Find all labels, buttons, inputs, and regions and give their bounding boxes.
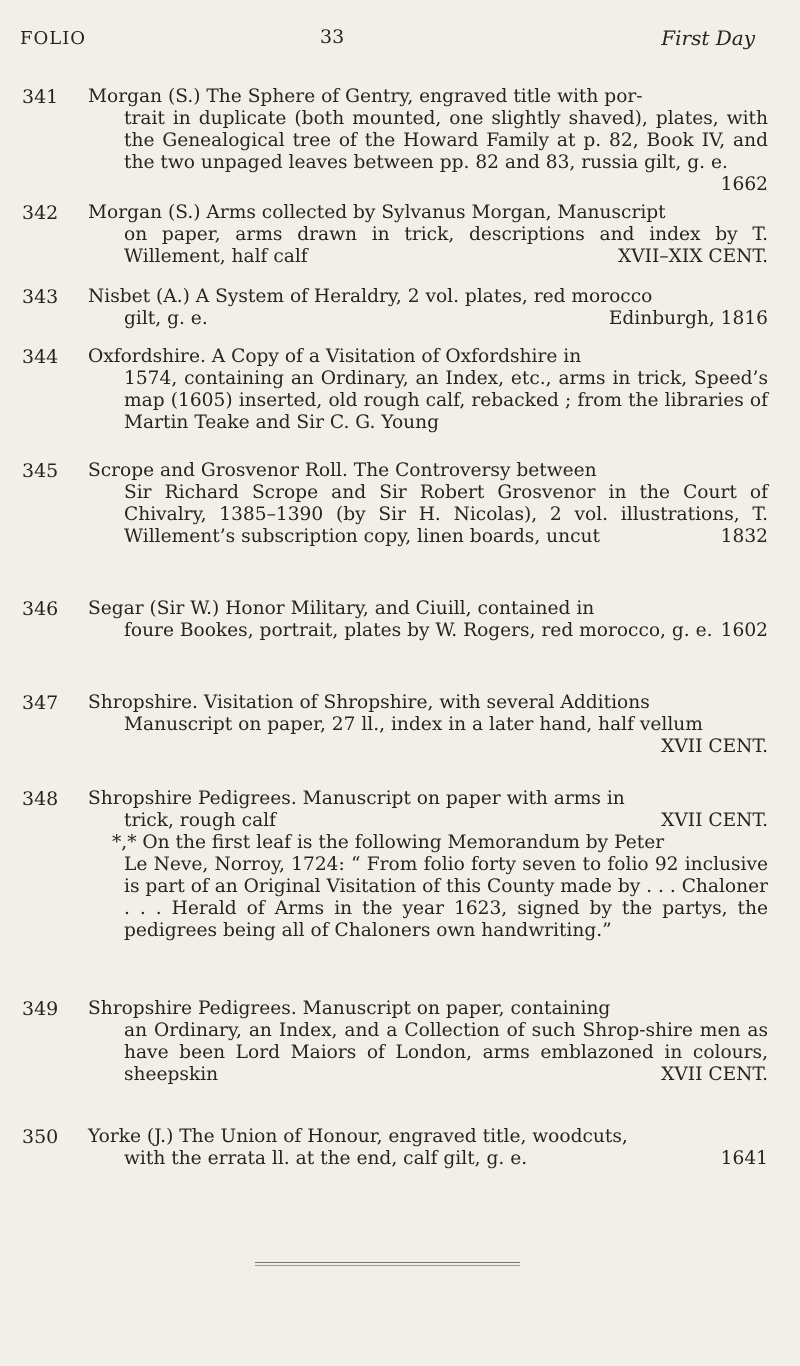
lot-number: 349	[22, 998, 59, 1020]
lot-first-line: Shropshire Pedigrees. Manuscript on paper, containing	[88, 998, 611, 1019]
lot-date: XVII CENT.	[661, 1064, 768, 1085]
lot-continuation: on paper, arms drawn in trick, descriptions and index by T. Willement, half calf	[124, 224, 768, 267]
lot-number: 344	[22, 346, 59, 368]
lot-date: XVII–XIX CENT.	[617, 246, 768, 267]
lot-description	[88, 1126, 768, 1170]
lot-first-line: Segar (Sir W.) Honor Military, and Ciuill, contained in	[88, 598, 595, 619]
lot-description	[88, 598, 768, 642]
lot-description	[88, 788, 768, 832]
lot-date: XVII CENT.	[661, 736, 768, 757]
lot-description	[88, 286, 768, 330]
lot-first-line: Shropshire Pedigrees. Manuscript on paper with arms in	[88, 788, 625, 809]
end-rule	[255, 1262, 520, 1266]
lot-continuation: 1574, containing an Ordinary, an Index, etc., arms in trick, Speed’s map (1605) inserted, old rough calf, rebacked ; from the libraries of Martin Teake and Sir C. G. Young	[124, 368, 768, 433]
lot-continuation: with the errata ll. at the end, calf gilt, g. e.	[124, 1148, 528, 1169]
lot-first-line: Scrope and Grosvenor Roll. The Controversy between	[88, 460, 597, 481]
lot-number: 348	[22, 788, 59, 810]
lot-continuation: an Ordinary, an Index, and a Collection of such Shrop-shire men as have been Lord Maiors of London, arms emblazoned in colours, sheepskin	[124, 1020, 768, 1085]
page-header	[0, 26, 800, 56]
lot-first-line: Morgan (S.) Arms collected by Sylvanus Morgan, Manuscript	[88, 202, 666, 223]
lot-continuation: trick, rough calf	[124, 810, 276, 831]
lot-number: 345	[22, 460, 59, 482]
section-label: FOLIO	[20, 28, 87, 49]
lot-first-line: Shropshire. Visitation of Shropshire, with several Additions	[88, 692, 650, 713]
lot-continuation: trait in duplicate (both mounted, one slightly shaved), plates, with the Genealogical tree of the Howard Family at p. 82, Book IV, and the two unpaged leaves between pp. 82 and 83, russia gilt, g. e.	[124, 108, 768, 173]
lot-date: 1641	[720, 1148, 768, 1169]
lot-number: 343	[22, 286, 59, 308]
lot-first-line: Nisbet (A.) A System of Heraldry, 2 vol. plates, red morocco	[88, 286, 653, 307]
lot-date: XVII CENT.	[661, 810, 768, 831]
lot-description	[88, 692, 768, 758]
lot-first-line: Oxfordshire. A Copy of a Visitation of Oxfordshire in	[88, 346, 582, 367]
lot-description	[88, 86, 768, 196]
lot-description	[88, 460, 768, 548]
lot-date: 1832	[720, 526, 768, 547]
lot-number: 346	[22, 598, 59, 620]
lot-continuation: Sir Richard Scrope and Sir Robert Grosvenor in the Court of Chivalry, 1385–1390 (by Sir H. Nicolas), 2 vol. illustrations, T. Willement’s subscription copy, linen boards, uncut	[124, 482, 768, 547]
lot-number: 341	[22, 86, 59, 108]
lot-348-note	[112, 832, 768, 942]
day-label: First Day	[661, 26, 755, 50]
note-first-line: *,* On the first leaf is the following Memorandum by Peter	[112, 832, 665, 853]
lot-continuation: gilt, g. e.	[124, 308, 208, 329]
lot-date: 1662	[720, 174, 768, 195]
lot-date: 1602	[720, 620, 768, 641]
lot-date: Edinburgh, 1816	[608, 308, 768, 329]
page-number: 33	[320, 26, 345, 48]
lot-number: 342	[22, 202, 59, 224]
note-continuation: Le Neve, Norroy, 1724: “ From folio forty seven to folio 92 inclusive is part of an Original Visitation of this County made by . . . Chaloner . . . Herald of Arms in the year 1623, signed by the partys, the pedigrees being all of Chaloners own handwriting.”	[124, 854, 768, 941]
lot-description	[88, 998, 768, 1086]
lot-number: 347	[22, 692, 59, 714]
lot-number: 350	[22, 1126, 59, 1148]
lot-description	[88, 346, 768, 434]
lot-first-line: Yorke (J.) The Union of Honour, engraved title, woodcuts,	[88, 1126, 628, 1147]
lot-first-line: Morgan (S.) The Sphere of Gentry, engraved title with por-	[88, 86, 643, 107]
lot-continuation: foure Bookes, portrait, plates by W. Rogers, red morocco, g. e.	[124, 620, 713, 641]
lot-continuation: Manuscript on paper, 27 ll., index in a later hand, half vellum	[124, 714, 703, 735]
lot-description	[88, 202, 768, 268]
